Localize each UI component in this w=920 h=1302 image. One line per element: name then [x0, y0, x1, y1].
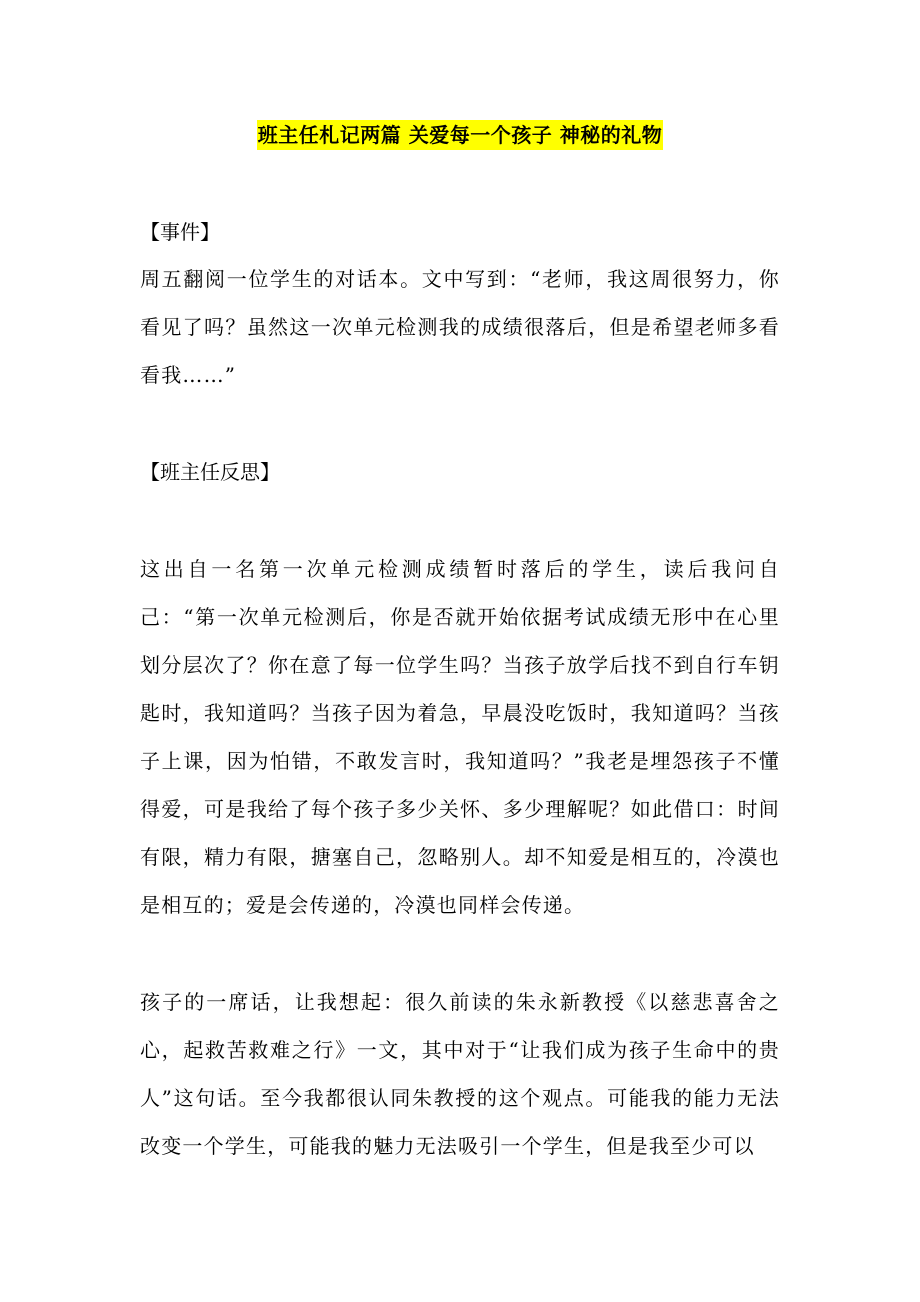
reflection-paragraph-2: 孩子的一席话，让我想起：很久前读的朱永新教授《以慈悲喜舍之心，起救苦救难之行》一文，其中对于“让我们成为孩子生命中的贵人”这句话。至今我都很认同朱教授的这个观点。可能我的能力无法改变一个学生，可能我的魅力无法吸引一个学生，但是我至少可以: [140, 990, 780, 1158]
reflection-paragraph-1: 这出自一名第一次单元检测成绩暂时落后的学生，读后我问自己：“第一次单元检测后，你是否就开始依据考试成绩无形中在心里划分层次了？你在意了每一位学生吗？当孩子放学后找不到自行车钥匙时，我知道吗？当孩子因为着急，早晨没吃饭时，我知道吗？当孩子上课，因为怕错，不敢发言时，我知道吗？”我老是埋怨孩子不懂得爱，可是我给了每个孩子多少关怀、多少理解呢？如此借口：时间有限，精力有限，搪塞自己，忽略别人。却不知爱是相互的，冷漠也是相互的；爱是会传递的，冷漠也同样会传递。: [140, 557, 780, 917]
document-title: 班主任札记两篇 关爱每一个孩子 神秘的礼物: [257, 120, 663, 150]
title-container: [0, 120, 920, 150]
reflection-heading: 【班主任反思】: [140, 460, 280, 484]
event-heading: 【事件】: [140, 220, 220, 244]
event-paragraph: 周五翻阅一位学生的对话本。文中写到：“老师，我这周很努力，你看见了吗？虽然这一次单元检测我的成绩很落后，但是希望老师多看看我……”: [140, 267, 780, 387]
